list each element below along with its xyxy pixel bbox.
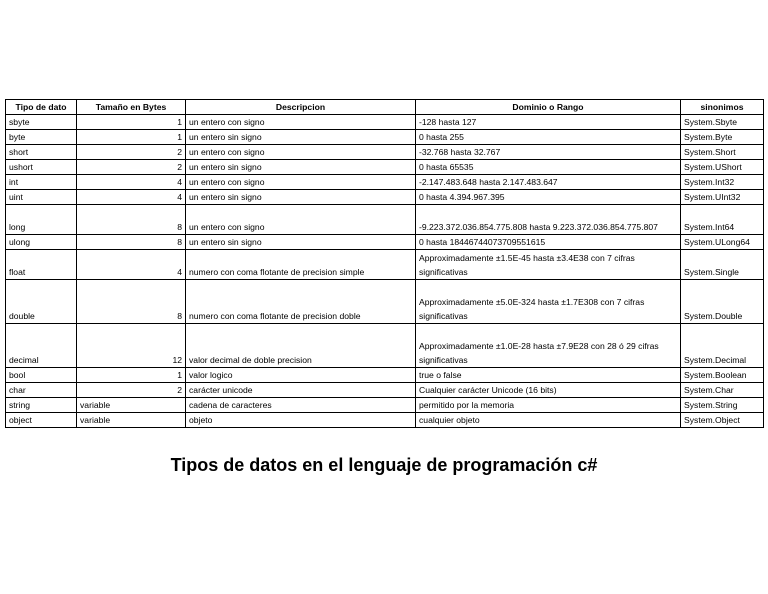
table-row (6, 235, 764, 250)
cell-bytes: 1 (77, 130, 186, 145)
cell-tipo: long (6, 205, 77, 235)
cell-sinonimo: System.Decimal (681, 324, 764, 368)
cell-descripcion: numero con coma flotante de precision doble (186, 280, 416, 324)
cell-rango: -128 hasta 127 (416, 115, 681, 130)
cell-bytes: 8 (77, 235, 186, 250)
cell-bytes: 2 (77, 383, 186, 398)
header-rango: Dominio o Rango (416, 100, 681, 115)
cell-rango: Approximadamente ±5.0E-324 hasta ±1.7E308 con 7 cifras significativas (416, 280, 681, 324)
cell-rango: Approximadamente ±1.0E-28 hasta ±7.9E28 con 28 ó 29 cifras significativas (416, 324, 681, 368)
table-row (6, 190, 764, 205)
cell-rango: -2.147.483.648 hasta 2.147.483.647 (416, 175, 681, 190)
cell-rango: 0 hasta 4.394.967.395 (416, 190, 681, 205)
cell-bytes: 2 (77, 145, 186, 160)
table-row (6, 280, 764, 324)
table-row (6, 250, 764, 280)
cell-descripcion: un entero con signo (186, 115, 416, 130)
table-row (6, 175, 764, 190)
cell-sinonimo: System.Char (681, 383, 764, 398)
cell-tipo: bool (6, 368, 77, 383)
data-types-table (5, 99, 764, 428)
cell-tipo: double (6, 280, 77, 324)
cell-descripcion: un entero sin signo (186, 160, 416, 175)
cell-sinonimo: System.Sbyte (681, 115, 764, 130)
header-bytes: Tamaño en Bytes (77, 100, 186, 115)
cell-tipo: float (6, 250, 77, 280)
cell-tipo: string (6, 398, 77, 413)
header-sinonimos: sinonimos (681, 100, 764, 115)
cell-sinonimo: System.Int64 (681, 205, 764, 235)
cell-rango: 0 hasta 255 (416, 130, 681, 145)
cell-rango: 0 hasta 65535 (416, 160, 681, 175)
cell-tipo: decimal (6, 324, 77, 368)
cell-sinonimo: System.UShort (681, 160, 764, 175)
cell-tipo: ulong (6, 235, 77, 250)
table-row (6, 368, 764, 383)
cell-tipo: uint (6, 190, 77, 205)
cell-bytes: 1 (77, 368, 186, 383)
cell-sinonimo: System.Object (681, 413, 764, 428)
cell-sinonimo: System.UInt32 (681, 190, 764, 205)
cell-descripcion: carácter unicode (186, 383, 416, 398)
cell-sinonimo: System.Single (681, 250, 764, 280)
cell-sinonimo: System.String (681, 398, 764, 413)
cell-tipo: ushort (6, 160, 77, 175)
cell-rango: 0 hasta 18446744073709551615 (416, 235, 681, 250)
cell-bytes: 8 (77, 280, 186, 324)
cell-descripcion: numero con coma flotante de precision simple (186, 250, 416, 280)
header-descripcion: Descripcion (186, 100, 416, 115)
cell-descripcion: cadena de caracteres (186, 398, 416, 413)
cell-descripcion: objeto (186, 413, 416, 428)
table-row (6, 130, 764, 145)
cell-sinonimo: System.Byte (681, 130, 764, 145)
cell-sinonimo: System.Boolean (681, 368, 764, 383)
table-row (6, 398, 764, 413)
cell-descripcion: valor logico (186, 368, 416, 383)
cell-descripcion: un entero con signo (186, 145, 416, 160)
document-title: Tipos de datos en el lenguaje de programación c# (170, 455, 598, 475)
cell-sinonimo: System.Int32 (681, 175, 764, 190)
cell-sinonimo: System.Double (681, 280, 764, 324)
cell-descripcion: un entero con signo (186, 205, 416, 235)
cell-bytes: 1 (77, 115, 186, 130)
cell-tipo: sbyte (6, 115, 77, 130)
cell-rango: -9.223.372.036.854.775.808 hasta 9.223.372.036.854.775.807 (416, 205, 681, 235)
cell-tipo: byte (6, 130, 77, 145)
cell-bytes: variable (77, 413, 186, 428)
cell-tipo: object (6, 413, 77, 428)
cell-bytes: 12 (77, 324, 186, 368)
cell-bytes: 4 (77, 175, 186, 190)
table-header-row (6, 100, 764, 115)
cell-descripcion: un entero sin signo (186, 190, 416, 205)
cell-bytes: variable (77, 398, 186, 413)
cell-bytes: 4 (77, 190, 186, 205)
cell-descripcion: valor decimal de doble precision (186, 324, 416, 368)
header-tipo: Tipo de dato (6, 100, 77, 115)
table-row (6, 383, 764, 398)
cell-rango: cualquier objeto (416, 413, 681, 428)
cell-descripcion: un entero con signo (186, 175, 416, 190)
table-row (6, 115, 764, 130)
cell-rango: true o false (416, 368, 681, 383)
cell-rango: -32.768 hasta 32.767 (416, 145, 681, 160)
table-row (6, 324, 764, 368)
cell-bytes: 2 (77, 160, 186, 175)
cell-rango: Cualquier carácter Unicode (16 bits) (416, 383, 681, 398)
table-row (6, 205, 764, 235)
table-row (6, 160, 764, 175)
cell-bytes: 8 (77, 205, 186, 235)
cell-sinonimo: System.ULong64 (681, 235, 764, 250)
cell-descripcion: un entero sin signo (186, 235, 416, 250)
cell-rango: Approximadamente ±1.5E-45 hasta ±3.4E38 con 7 cifras significativas (416, 250, 681, 280)
cell-bytes: 4 (77, 250, 186, 280)
cell-descripcion: un entero sin signo (186, 130, 416, 145)
table-row (6, 145, 764, 160)
cell-tipo: char (6, 383, 77, 398)
cell-sinonimo: System.Short (681, 145, 764, 160)
cell-tipo: int (6, 175, 77, 190)
cell-tipo: short (6, 145, 77, 160)
cell-rango: permitido por la memoria (416, 398, 681, 413)
table-row (6, 413, 764, 428)
